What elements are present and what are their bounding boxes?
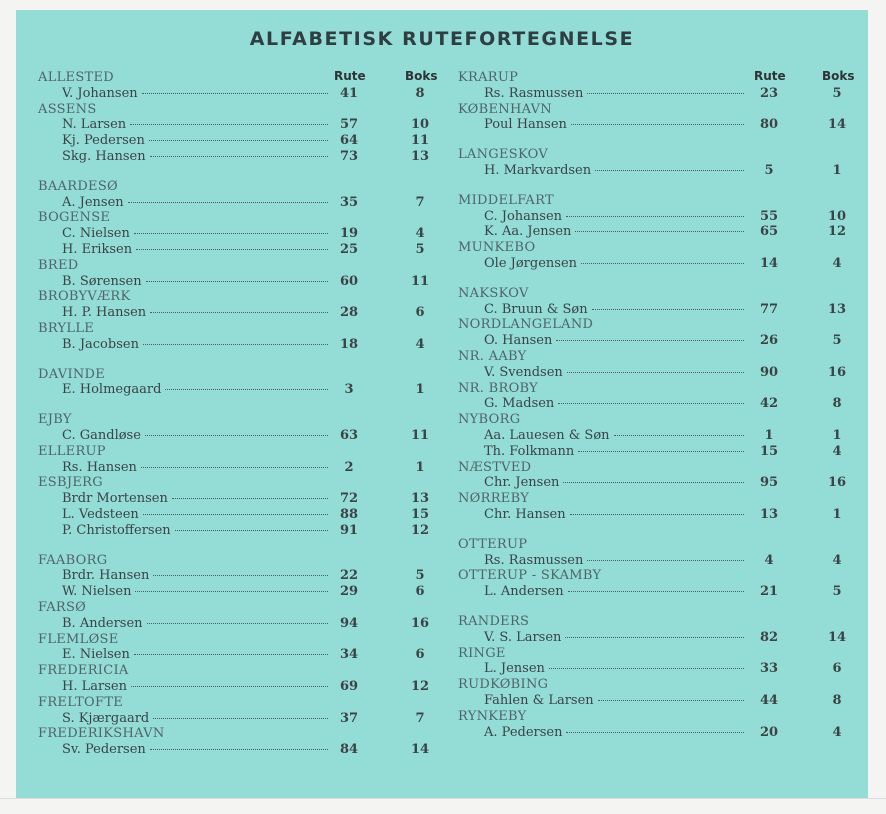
dealer-name: Fahlen & Larsen bbox=[484, 693, 594, 708]
town-heading: MUNKEBO bbox=[458, 240, 536, 256]
dot-leader bbox=[153, 575, 328, 576]
box-column-header: Boks bbox=[822, 69, 855, 83]
town-heading: ESBJERG bbox=[38, 475, 103, 491]
box-number: 7 bbox=[415, 710, 425, 726]
dealer-name: Brdr. Hansen bbox=[62, 568, 150, 584]
dealer-entry bbox=[484, 301, 847, 318]
dealer-entry bbox=[484, 85, 842, 102]
box-number: 1 bbox=[415, 459, 425, 475]
dealer-name: Brdr Mortensen bbox=[62, 491, 168, 507]
town-heading: FREDERIKSHAVN bbox=[38, 726, 165, 742]
town-heading: BOGENSE bbox=[38, 210, 111, 226]
box-number: 8 bbox=[415, 85, 425, 101]
town-heading: RANDERS bbox=[458, 614, 530, 629]
town-heading: EJBY bbox=[38, 412, 72, 428]
dealer-entry bbox=[62, 336, 425, 353]
route-number: 72 bbox=[339, 491, 359, 507]
dealer-entry bbox=[62, 710, 425, 727]
box-number: 7 bbox=[415, 194, 425, 210]
route-number: 34 bbox=[339, 647, 359, 663]
route-number: 73 bbox=[339, 149, 359, 164]
box-number: 1 bbox=[415, 382, 425, 398]
dot-leader bbox=[149, 140, 328, 141]
dealer-entry bbox=[484, 724, 842, 741]
dealer-entry bbox=[62, 491, 430, 507]
box-number: 14 bbox=[410, 742, 430, 758]
route-number: 55 bbox=[759, 208, 779, 224]
route-number: 41 bbox=[339, 85, 359, 101]
route-number: 90 bbox=[759, 364, 779, 380]
dealer-name: C. Nielsen bbox=[62, 226, 130, 242]
town-heading: FAABORG bbox=[38, 552, 108, 568]
dealer-entry bbox=[484, 552, 842, 569]
dealer-entry bbox=[484, 661, 842, 677]
box-number: 4 bbox=[415, 336, 425, 352]
dealer-name: E. Nielsen bbox=[62, 647, 130, 663]
box-number: 12 bbox=[410, 679, 430, 694]
dealer-name: S. Kjærgaard bbox=[62, 710, 150, 726]
route-number: 88 bbox=[339, 507, 359, 522]
dot-leader bbox=[567, 372, 744, 373]
town-heading: NÆSTVED bbox=[458, 459, 532, 475]
route-number: 29 bbox=[339, 584, 359, 600]
dot-leader bbox=[592, 309, 744, 310]
dealer-entry bbox=[484, 163, 842, 179]
dot-leader bbox=[565, 637, 744, 638]
dealer-name: Ole Jørgensen bbox=[484, 256, 578, 271]
dealer-name: E. Holmegaard bbox=[62, 382, 162, 398]
route-number: 15 bbox=[759, 443, 779, 459]
town-heading: KRARUP bbox=[458, 70, 519, 85]
dealer-entry bbox=[62, 133, 430, 149]
box-column-header: Boks bbox=[405, 69, 438, 83]
dot-leader bbox=[558, 403, 744, 404]
dealer-name: L. Andersen bbox=[484, 584, 564, 600]
town-heading: FLEMLØSE bbox=[38, 631, 119, 647]
town-heading: ALLESTED bbox=[38, 70, 115, 85]
dealer-name: Kj. Pedersen bbox=[62, 133, 145, 149]
box-number: 8 bbox=[832, 693, 842, 708]
town-heading: DAVINDE bbox=[38, 366, 106, 382]
route-number: 65 bbox=[759, 224, 779, 240]
dot-leader bbox=[134, 233, 328, 234]
dealer-name: C. Gandløse bbox=[62, 428, 141, 443]
route-column-header: Rute bbox=[754, 69, 786, 83]
route-number: 1 bbox=[764, 428, 774, 443]
page-edge bbox=[0, 798, 886, 799]
town-heading: FRELTOFTE bbox=[38, 694, 124, 710]
dot-leader bbox=[150, 156, 328, 157]
dot-leader bbox=[566, 732, 744, 733]
dealer-name: Chr. Jensen bbox=[484, 475, 560, 491]
dot-leader bbox=[136, 249, 328, 250]
route-number: 23 bbox=[759, 85, 779, 101]
dot-leader bbox=[581, 263, 744, 264]
dot-leader bbox=[578, 451, 744, 452]
dealer-name: L. Vedsteen bbox=[62, 507, 139, 522]
town-heading: LANGESKOV bbox=[458, 147, 549, 163]
dot-leader bbox=[175, 530, 328, 531]
box-number: 11 bbox=[410, 428, 430, 443]
town-heading: RUDKØBING bbox=[458, 677, 549, 693]
box-number: 4 bbox=[832, 443, 842, 459]
dealer-entry bbox=[62, 85, 425, 102]
route-number: 3 bbox=[344, 382, 354, 398]
town-heading: OTTERUP bbox=[458, 536, 528, 552]
dealer-entry bbox=[62, 459, 425, 476]
dealer-name: K. Aa. Jensen bbox=[484, 224, 572, 240]
town-heading: RYNKEBY bbox=[458, 708, 527, 724]
town-heading: RINGE bbox=[458, 645, 506, 661]
dot-leader bbox=[587, 560, 744, 561]
dot-leader bbox=[145, 435, 328, 436]
dot-leader bbox=[142, 93, 328, 94]
dealer-name: V. Johansen bbox=[62, 85, 138, 101]
box-number: 10 bbox=[827, 208, 847, 224]
dealer-name: B. Andersen bbox=[62, 615, 143, 631]
dealer-name: Poul Hansen bbox=[484, 117, 567, 133]
route-number: 13 bbox=[759, 507, 779, 522]
route-number: 94 bbox=[339, 615, 359, 631]
dealer-entry bbox=[62, 382, 425, 398]
dealer-entry bbox=[62, 305, 425, 321]
town-heading: FREDERICIA bbox=[38, 663, 129, 679]
route-number: 5 bbox=[764, 163, 774, 178]
box-number: 1 bbox=[832, 507, 842, 522]
box-number: 11 bbox=[410, 133, 430, 149]
box-number: 6 bbox=[415, 647, 425, 663]
dealer-entry bbox=[62, 428, 430, 444]
box-number: 1 bbox=[832, 163, 842, 178]
dealer-entry bbox=[484, 256, 842, 272]
route-number: 60 bbox=[339, 273, 359, 289]
dot-leader bbox=[153, 718, 328, 719]
dot-leader bbox=[141, 467, 328, 468]
dealer-name: Rs. Hansen bbox=[62, 459, 137, 475]
dealer-name: V. S. Larsen bbox=[484, 629, 562, 645]
dot-leader bbox=[587, 93, 744, 94]
dealer-name: Sv. Pedersen bbox=[62, 742, 146, 758]
box-number: 5 bbox=[415, 242, 425, 257]
dot-leader bbox=[566, 216, 744, 217]
dot-leader bbox=[131, 686, 328, 687]
dealer-name: P. Christoffersen bbox=[62, 522, 171, 538]
dealer-entry bbox=[62, 226, 425, 242]
route-number: 84 bbox=[339, 742, 359, 758]
route-number: 19 bbox=[339, 226, 359, 242]
box-number: 6 bbox=[832, 661, 842, 677]
dot-leader bbox=[598, 700, 744, 701]
town-heading: BRED bbox=[38, 257, 79, 273]
dealer-entry bbox=[62, 647, 425, 663]
route-number: 21 bbox=[759, 584, 779, 600]
town-heading: BRYLLE bbox=[38, 321, 95, 336]
dot-leader bbox=[134, 654, 328, 655]
dealer-entry bbox=[62, 149, 430, 165]
route-number: 80 bbox=[759, 117, 779, 133]
route-number: 22 bbox=[339, 568, 359, 584]
route-number: 20 bbox=[759, 724, 779, 740]
town-heading: NORDLANGELAND bbox=[458, 317, 594, 333]
dot-leader bbox=[595, 170, 744, 171]
dot-leader bbox=[147, 623, 328, 624]
route-number: 4 bbox=[764, 552, 774, 568]
box-number: 5 bbox=[832, 85, 842, 101]
town-heading: KØBENHAVN bbox=[458, 101, 552, 117]
town-heading: NR. BROBY bbox=[458, 380, 539, 396]
route-number: 95 bbox=[759, 475, 779, 491]
dealer-entry bbox=[62, 242, 425, 258]
town-heading: NØRREBY bbox=[458, 491, 530, 507]
dot-leader bbox=[146, 281, 328, 282]
dealer-entry bbox=[62, 568, 425, 584]
box-number: 13 bbox=[410, 149, 430, 164]
town-heading: FARSØ bbox=[38, 600, 87, 615]
route-number: 91 bbox=[339, 522, 359, 538]
town-heading: ASSENS bbox=[38, 101, 97, 117]
box-number: 6 bbox=[415, 584, 425, 600]
dealer-entry bbox=[484, 208, 847, 225]
town-heading: MIDDELFART bbox=[458, 192, 554, 208]
dealer-name: A. Pedersen bbox=[484, 724, 563, 740]
dealer-name: H. Eriksen bbox=[62, 242, 133, 257]
dealer-entry bbox=[62, 679, 430, 695]
dealer-entry bbox=[484, 584, 842, 600]
town-heading: NR. AABY bbox=[458, 349, 527, 364]
dealer-name: Chr. Hansen bbox=[484, 507, 566, 522]
dealer-entry bbox=[484, 396, 842, 412]
dealer-entry bbox=[484, 117, 847, 133]
dealer-entry bbox=[484, 443, 842, 460]
box-number: 13 bbox=[410, 491, 430, 507]
dealer-name: B. Sørensen bbox=[62, 273, 142, 289]
dealer-name: G. Madsen bbox=[484, 396, 555, 412]
route-number: 82 bbox=[759, 629, 779, 645]
box-number: 6 bbox=[415, 305, 425, 321]
route-number: 57 bbox=[339, 117, 359, 133]
town-heading: NAKSKOV bbox=[458, 285, 529, 301]
town-heading: BROBYVÆRK bbox=[38, 289, 131, 305]
dealer-name: Rs. Rasmussen bbox=[484, 85, 584, 101]
dot-leader bbox=[143, 344, 328, 345]
box-number: 11 bbox=[410, 273, 430, 289]
dealer-name: C. Bruun & Søn bbox=[484, 301, 588, 317]
dealer-entry bbox=[484, 224, 847, 240]
dot-leader bbox=[570, 514, 744, 515]
dealer-entry bbox=[484, 507, 842, 523]
dot-leader bbox=[172, 498, 328, 499]
box-number: 4 bbox=[415, 226, 425, 242]
dot-leader bbox=[150, 312, 328, 313]
box-number: 5 bbox=[415, 568, 425, 584]
dealer-name: A. Jensen bbox=[62, 194, 124, 210]
box-number: 16 bbox=[827, 364, 847, 380]
dot-leader bbox=[128, 202, 328, 203]
route-number: 64 bbox=[339, 133, 359, 149]
route-number: 28 bbox=[339, 305, 359, 321]
route-number: 77 bbox=[759, 301, 779, 317]
route-number: 69 bbox=[339, 679, 359, 694]
dealer-name: W. Nielsen bbox=[62, 584, 132, 600]
dot-leader bbox=[143, 514, 328, 515]
route-number: 37 bbox=[339, 710, 359, 726]
dealer-entry bbox=[62, 742, 430, 758]
box-number: 8 bbox=[832, 396, 842, 412]
town-heading: NYBORG bbox=[458, 412, 521, 428]
box-number: 13 bbox=[827, 301, 847, 317]
dealer-entry bbox=[62, 615, 430, 632]
dealer-name: O. Hansen bbox=[484, 333, 553, 349]
directory-page bbox=[16, 10, 868, 798]
dealer-name: Th. Folkmann bbox=[484, 443, 575, 459]
box-number: 4 bbox=[832, 724, 842, 740]
box-number: 4 bbox=[832, 256, 842, 271]
dealer-entry bbox=[484, 475, 847, 491]
route-number: 33 bbox=[759, 661, 779, 677]
dealer-name: Skg. Hansen bbox=[62, 149, 146, 164]
dot-leader bbox=[568, 591, 744, 592]
dot-leader bbox=[150, 749, 328, 750]
route-number: 18 bbox=[339, 336, 359, 352]
dealer-entry bbox=[62, 117, 430, 133]
dealer-name: H. Markvardsen bbox=[484, 163, 592, 178]
dealer-name: V. Svendsen bbox=[484, 364, 563, 380]
dealer-entry bbox=[62, 522, 430, 539]
route-number: 2 bbox=[344, 459, 354, 475]
dealer-entry bbox=[484, 333, 842, 349]
dealer-name: Rs. Rasmussen bbox=[484, 552, 584, 568]
dealer-name: L. Jensen bbox=[484, 661, 545, 677]
dot-leader bbox=[563, 482, 744, 483]
route-number: 25 bbox=[339, 242, 359, 257]
route-number: 63 bbox=[339, 428, 359, 443]
box-number: 15 bbox=[410, 507, 430, 522]
dealer-entry bbox=[62, 584, 425, 600]
route-number: 14 bbox=[759, 256, 779, 271]
box-number: 16 bbox=[410, 615, 430, 631]
route-number: 26 bbox=[759, 333, 779, 349]
dot-leader bbox=[549, 668, 744, 669]
box-number: 16 bbox=[827, 475, 847, 491]
dot-leader bbox=[165, 389, 328, 390]
dot-leader bbox=[575, 231, 744, 232]
box-number: 12 bbox=[827, 224, 847, 240]
town-heading: BAARDESØ bbox=[38, 178, 118, 194]
box-number: 14 bbox=[827, 629, 847, 645]
dealer-name: B. Jacobsen bbox=[62, 336, 139, 352]
route-number: 42 bbox=[759, 396, 779, 412]
dealer-entry bbox=[484, 364, 847, 381]
box-number: 4 bbox=[832, 552, 842, 568]
dot-leader bbox=[556, 340, 744, 341]
page-title: ALFABETISK RUTEFORTEGNELSE bbox=[249, 28, 635, 50]
dealer-name: Aa. Lauesen & Søn bbox=[484, 428, 610, 443]
dealer-entry bbox=[62, 194, 425, 211]
dealer-entry bbox=[62, 273, 430, 290]
dot-leader bbox=[135, 591, 328, 592]
dealer-name: N. Larsen bbox=[62, 117, 127, 133]
box-number: 5 bbox=[832, 584, 842, 600]
box-number: 5 bbox=[832, 333, 842, 349]
route-column-header: Rute bbox=[334, 69, 366, 83]
dealer-entry bbox=[484, 629, 847, 646]
box-number: 12 bbox=[410, 522, 430, 538]
dot-leader bbox=[571, 124, 744, 125]
dot-leader bbox=[614, 435, 744, 436]
dealer-entry bbox=[62, 507, 430, 523]
town-heading: OTTERUP - SKAMBY bbox=[458, 568, 602, 584]
route-number: 35 bbox=[339, 194, 359, 210]
box-number: 1 bbox=[832, 428, 842, 443]
box-number: 10 bbox=[410, 117, 430, 133]
route-number: 44 bbox=[759, 693, 779, 708]
dealer-entry bbox=[484, 693, 842, 709]
dealer-name: H. P. Hansen bbox=[62, 305, 147, 321]
town-heading: ELLERUP bbox=[38, 443, 106, 459]
dealer-name: C. Johansen bbox=[484, 208, 563, 224]
box-number: 14 bbox=[827, 117, 847, 133]
dealer-name: H. Larsen bbox=[62, 679, 127, 694]
dot-leader bbox=[130, 124, 328, 125]
dealer-entry bbox=[484, 428, 842, 444]
